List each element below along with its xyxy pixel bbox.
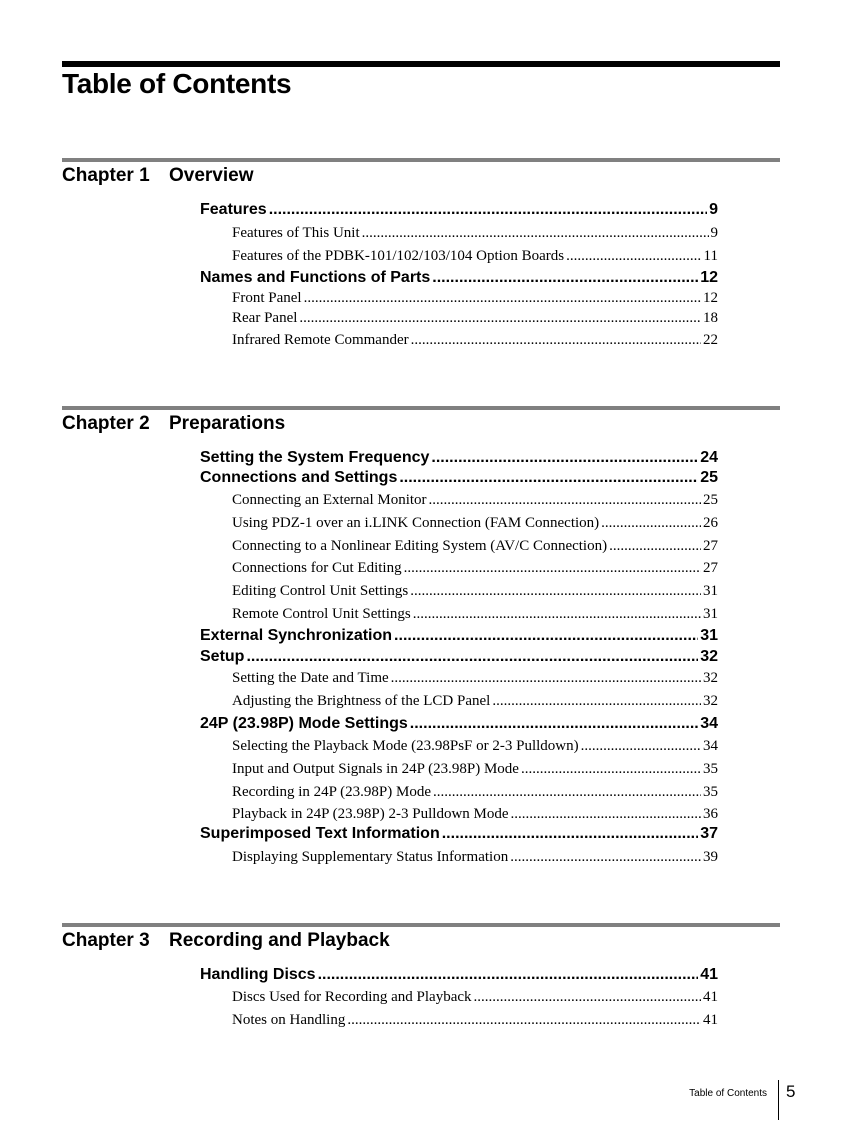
dot-leader bbox=[566, 248, 701, 265]
toc-entry-title: Names and Functions of Parts bbox=[200, 269, 431, 286]
dot-leader bbox=[511, 806, 701, 823]
toc-entry-title: Connecting to a Nonlinear Editing System (AV/C Connection) bbox=[232, 538, 608, 554]
chapter-name: Preparations bbox=[169, 413, 286, 434]
dot-leader bbox=[413, 606, 701, 623]
toc-entry-page: 31 bbox=[700, 627, 718, 644]
toc-entry[interactable] bbox=[200, 332, 718, 349]
toc-entry-title: External Synchronization bbox=[200, 627, 393, 644]
toc-entry-page: 34 bbox=[700, 715, 718, 732]
dot-leader bbox=[521, 761, 701, 778]
chapter-name: Overview bbox=[169, 165, 254, 186]
dot-leader bbox=[431, 449, 698, 467]
toc-entry[interactable] bbox=[200, 825, 718, 843]
page-number: 5 bbox=[786, 1082, 796, 1101]
toc-entry-page: 22 bbox=[703, 332, 718, 348]
toc-entry[interactable] bbox=[200, 515, 718, 532]
footer-label: Table of Contents bbox=[689, 1088, 767, 1099]
toc-entry[interactable] bbox=[200, 290, 718, 307]
chapter-heading bbox=[62, 165, 780, 187]
chapter-rule bbox=[62, 923, 780, 927]
chapter-heading bbox=[62, 413, 780, 435]
dot-leader bbox=[442, 825, 698, 843]
toc-entry-page: 34 bbox=[703, 738, 718, 754]
toc-entry[interactable] bbox=[200, 715, 718, 733]
toc-entry[interactable] bbox=[200, 310, 718, 327]
toc-entry-page: 24 bbox=[700, 449, 718, 466]
dot-leader bbox=[299, 310, 701, 327]
page-title: Table of Contents bbox=[62, 68, 292, 99]
toc-entry[interactable] bbox=[200, 627, 718, 645]
dot-leader bbox=[391, 670, 701, 687]
toc-entry[interactable] bbox=[200, 201, 718, 219]
toc-entry[interactable] bbox=[200, 966, 718, 984]
toc-entry-title: Connections and Settings bbox=[200, 469, 398, 486]
toc-entry[interactable] bbox=[200, 1012, 718, 1029]
chapter-heading bbox=[62, 930, 780, 952]
dot-leader bbox=[362, 225, 709, 242]
toc-entry-page: 25 bbox=[700, 469, 718, 486]
toc-entry[interactable] bbox=[200, 492, 718, 509]
toc-entry-page: 35 bbox=[703, 784, 718, 800]
dot-leader bbox=[318, 966, 699, 984]
toc-entry[interactable] bbox=[200, 606, 718, 623]
dot-leader bbox=[269, 201, 707, 219]
toc-entry-page: 41 bbox=[703, 989, 718, 1005]
toc-entry-page: 11 bbox=[703, 248, 718, 264]
toc-entry-page: 32 bbox=[703, 693, 718, 709]
toc-entry-title: Connections for Cut Editing bbox=[232, 560, 402, 576]
toc-entry-page: 41 bbox=[703, 1012, 718, 1028]
toc-entry-page: 27 bbox=[703, 538, 718, 554]
toc-entry-page: 32 bbox=[700, 648, 718, 665]
toc-entry-title: Displaying Supplementary Status Information bbox=[232, 849, 509, 865]
toc-entry[interactable] bbox=[200, 538, 718, 555]
dot-leader bbox=[399, 469, 698, 487]
chapter-number: Chapter 1 bbox=[62, 165, 150, 186]
toc-entry[interactable] bbox=[200, 449, 718, 467]
dot-leader bbox=[404, 560, 701, 577]
toc-entry[interactable] bbox=[200, 806, 718, 823]
toc-entry[interactable] bbox=[200, 648, 718, 666]
toc-entry[interactable] bbox=[200, 670, 718, 687]
toc-entry-title: Features of the PDBK-101/102/103/104 Option Boards bbox=[232, 248, 565, 264]
toc-entry-title: Setup bbox=[200, 648, 245, 665]
dot-leader bbox=[246, 648, 698, 666]
toc-entry-title: Handling Discs bbox=[200, 966, 316, 983]
toc-entry[interactable] bbox=[200, 849, 718, 866]
toc-entry-page: 31 bbox=[703, 583, 718, 599]
toc-entry-title: Discs Used for Recording and Playback bbox=[232, 989, 472, 1005]
chapter-rule bbox=[62, 406, 780, 410]
dot-leader bbox=[394, 627, 698, 645]
dot-leader bbox=[492, 693, 701, 710]
toc-entry[interactable] bbox=[200, 560, 718, 577]
chapter-number: Chapter 2 bbox=[62, 413, 150, 434]
toc-entry-page: 18 bbox=[703, 310, 718, 326]
toc-entry-page: 25 bbox=[703, 492, 718, 508]
chapter-rule bbox=[62, 158, 780, 162]
toc-entry-page: 27 bbox=[703, 560, 718, 576]
toc-entry-title: Setting the Date and Time bbox=[232, 670, 389, 686]
toc-entry-title: Selecting the Playback Mode (23.98PsF or 2-3 Pulldown) bbox=[232, 738, 579, 754]
toc-entry-page: 12 bbox=[700, 269, 718, 286]
toc-entry-title: Rear Panel bbox=[232, 310, 298, 326]
toc-entry-title: Playback in 24P (23.98P) 2-3 Pulldown Mode bbox=[232, 806, 509, 822]
toc-entry-title: 24P (23.98P) Mode Settings bbox=[200, 715, 408, 732]
toc-entry[interactable] bbox=[200, 469, 718, 487]
dot-leader bbox=[432, 269, 698, 287]
chapter-1-header bbox=[62, 158, 780, 187]
toc-entry-page: 31 bbox=[703, 606, 718, 622]
toc-entry-page: 35 bbox=[703, 761, 718, 777]
toc-entry[interactable] bbox=[200, 248, 718, 265]
dot-leader bbox=[581, 738, 701, 755]
toc-entry[interactable] bbox=[200, 583, 718, 600]
chapter-3-header bbox=[62, 923, 780, 952]
toc-entry-page: 26 bbox=[703, 515, 718, 531]
toc-entry[interactable] bbox=[200, 784, 718, 801]
dot-leader bbox=[304, 290, 701, 307]
footer-divider bbox=[778, 1080, 779, 1120]
toc-entry-title: Superimposed Text Information bbox=[200, 825, 440, 842]
chapter-2-header bbox=[62, 406, 780, 435]
toc-entry-title: Using PDZ-1 over an i.LINK Connection (FAM Connection) bbox=[232, 515, 600, 531]
toc-entry[interactable] bbox=[200, 989, 718, 1006]
chapter-number: Chapter 3 bbox=[62, 930, 150, 951]
toc-entry-title: Features bbox=[200, 201, 267, 218]
toc-entry-title: Setting the System Frequency bbox=[200, 449, 430, 466]
toc-entry-title: Front Panel bbox=[232, 290, 302, 306]
toc-entry-title: Infrared Remote Commander bbox=[232, 332, 409, 348]
dot-leader bbox=[601, 515, 701, 532]
toc-entry[interactable] bbox=[200, 761, 718, 778]
toc-entry-page: 12 bbox=[703, 290, 718, 306]
toc-entry-page: 39 bbox=[703, 849, 718, 865]
dot-leader bbox=[429, 492, 701, 509]
toc-entry-title: Recording in 24P (23.98P) Mode bbox=[232, 784, 432, 800]
toc-entry-title: Editing Control Unit Settings bbox=[232, 583, 409, 599]
dot-leader bbox=[433, 784, 701, 801]
toc-entry-page: 37 bbox=[700, 825, 718, 842]
toc-entry[interactable] bbox=[200, 738, 718, 755]
toc-entry-title: Adjusting the Brightness of the LCD Panel bbox=[232, 693, 491, 709]
toc-entry-title: Remote Control Unit Settings bbox=[232, 606, 411, 622]
title-rule bbox=[62, 61, 780, 67]
dot-leader bbox=[410, 583, 701, 600]
toc-entry[interactable] bbox=[200, 269, 718, 287]
dot-leader bbox=[347, 1012, 701, 1029]
toc-entry-page: 41 bbox=[700, 966, 718, 983]
dot-leader bbox=[609, 538, 701, 555]
dot-leader bbox=[411, 332, 701, 349]
toc-entry-page: 36 bbox=[703, 806, 718, 822]
dot-leader bbox=[410, 715, 698, 733]
chapter-name: Recording and Playback bbox=[169, 930, 390, 951]
toc-entry[interactable] bbox=[200, 225, 718, 242]
toc-entry-title: Connecting an External Monitor bbox=[232, 492, 427, 508]
toc-entry-title: Notes on Handling bbox=[232, 1012, 346, 1028]
toc-entry-title: Input and Output Signals in 24P (23.98P) Mode bbox=[232, 761, 519, 777]
toc-entry-page: 9 bbox=[710, 225, 718, 241]
toc-entry-title: Features of This Unit bbox=[232, 225, 360, 241]
toc-entry-page: 32 bbox=[703, 670, 718, 686]
dot-leader bbox=[474, 989, 701, 1006]
toc-entry-page: 9 bbox=[709, 201, 718, 218]
dot-leader bbox=[510, 849, 701, 866]
toc-entry[interactable] bbox=[200, 693, 718, 710]
